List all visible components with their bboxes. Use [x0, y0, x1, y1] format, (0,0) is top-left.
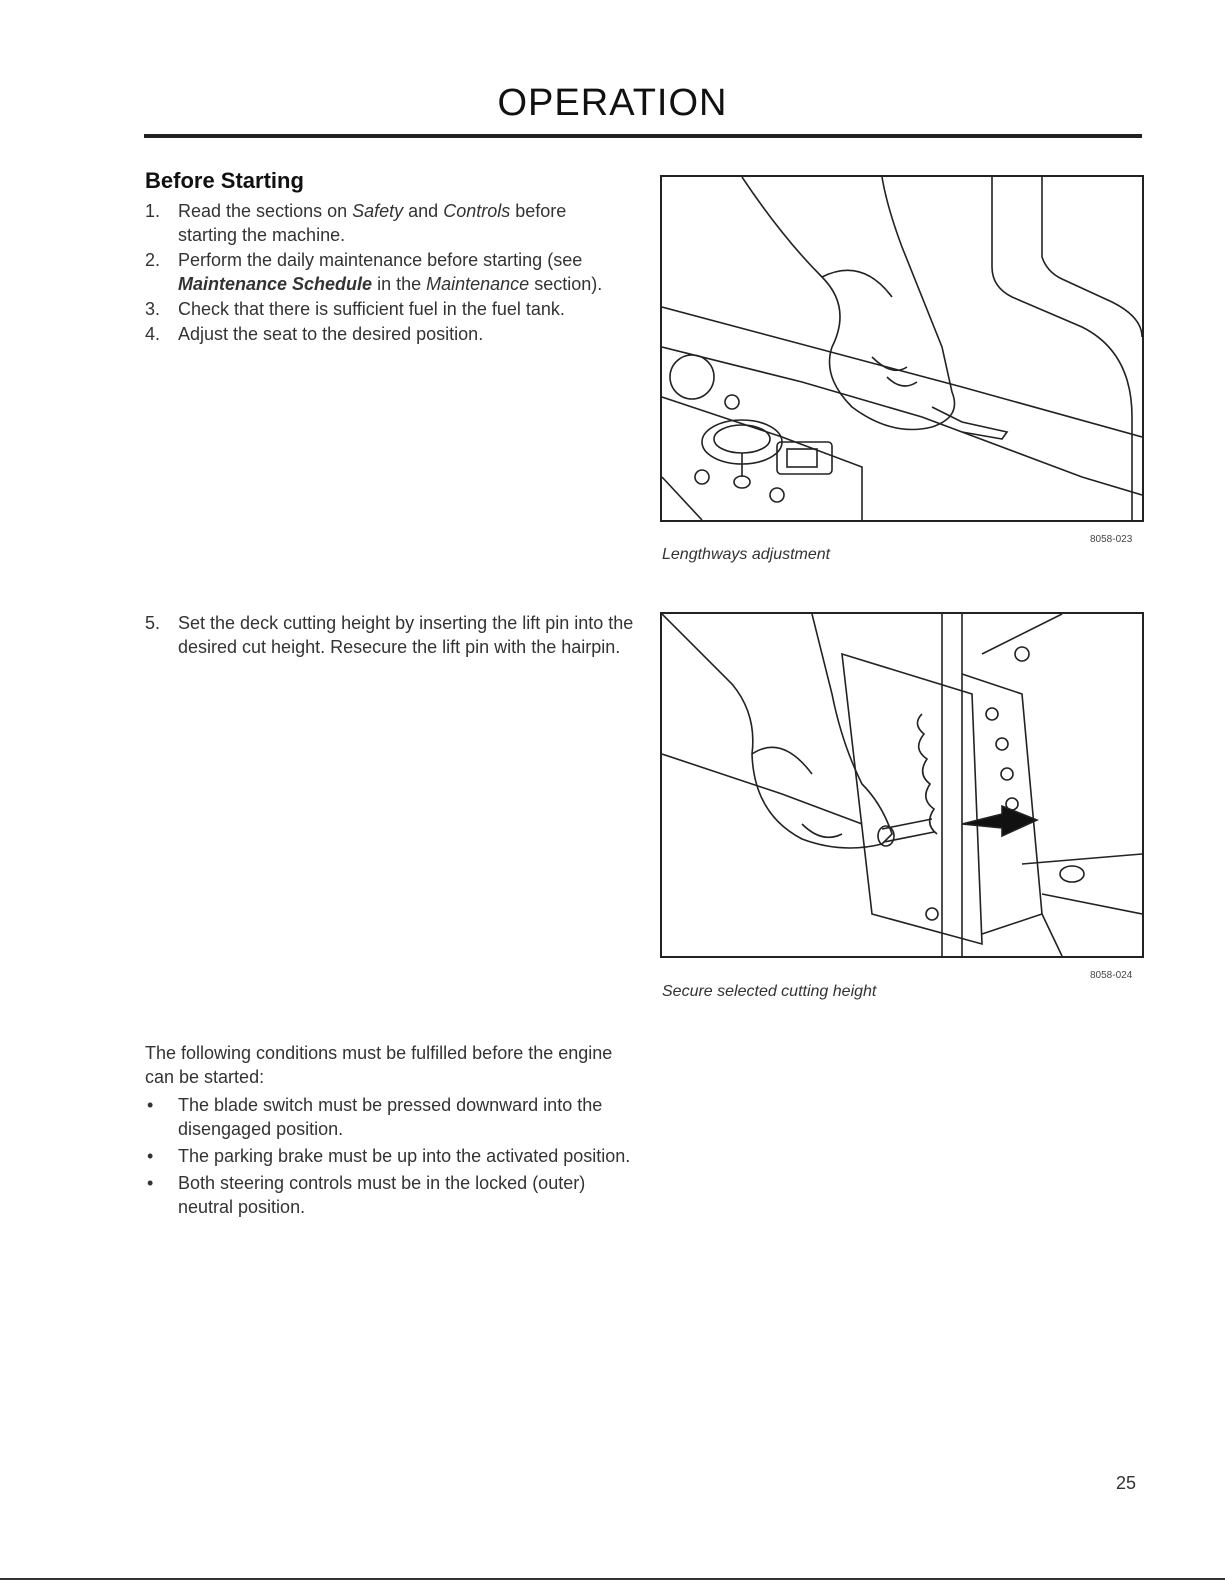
list-item [145, 1093, 635, 1141]
list-item [145, 297, 625, 321]
list-item [145, 1144, 635, 1168]
condition-text: The parking brake must be up into the activated position. [178, 1146, 631, 1166]
page-number: 25 [1116, 1473, 1137, 1493]
section-heading: Before Starting [145, 168, 304, 193]
step-text-pre: Perform the daily maintenance before starting (see [178, 250, 583, 270]
list-item [145, 611, 635, 659]
bullet-icon: • [147, 1146, 154, 1166]
condition-text: The blade switch must be pressed downward into the disengaged position. [178, 1095, 603, 1139]
figure-code: 8058-024 [1090, 970, 1133, 981]
figure-caption: Secure selected cutting height [662, 983, 877, 1000]
step-text: Adjust the seat to the desired position. [178, 324, 484, 344]
cutting-height-illustration [660, 612, 1144, 958]
step-text-post: before starting the machine. [178, 201, 567, 245]
list-item [145, 248, 625, 296]
maintenance-schedule-reference: Maintenance Schedule [178, 274, 373, 294]
step-text-mid: and [403, 201, 444, 221]
page-title: OPERATION [497, 82, 728, 124]
controls-reference: Controls [443, 201, 511, 221]
step-text: Set the deck cutting height by inserting the lift pin into the desired cut height. Resecure the lift pin with the hairpin. [178, 613, 634, 657]
bullet-icon: • [147, 1173, 154, 1193]
bullet-icon: • [147, 1095, 154, 1115]
conditions-intro: The following conditions must be fulfilled before the engine can be started: [145, 1043, 613, 1087]
list-item [145, 322, 625, 346]
step-number: 1. [145, 201, 161, 221]
step-text-post: section). [529, 274, 603, 294]
figure-caption: Lengthways adjustment [662, 546, 831, 563]
seat-adjustment-drawing [662, 177, 1142, 520]
maintenance-reference: Maintenance [426, 274, 530, 294]
step-number: 3. [145, 299, 161, 319]
list-item [145, 199, 625, 247]
step-text-pre: Read the sections on [178, 201, 353, 221]
figure-code: 8058-023 [1090, 534, 1133, 545]
cutting-height-drawing [662, 614, 1142, 956]
step-number: 2. [145, 250, 161, 270]
header-rule [144, 134, 1142, 138]
step-number: 4. [145, 324, 161, 344]
step-text-mid: in the [372, 274, 427, 294]
seat-adjustment-illustration [660, 175, 1144, 522]
list-item [145, 1171, 635, 1219]
safety-reference: Safety [352, 201, 404, 221]
step-text: Check that there is sufficient fuel in the fuel tank. [178, 299, 565, 319]
conditions-list [145, 1093, 635, 1222]
steps-list [145, 199, 625, 347]
condition-text: Both steering controls must be in the locked (outer) neutral position. [178, 1173, 586, 1217]
step-number: 5. [145, 613, 161, 633]
bottom-rule [0, 1578, 1225, 1580]
